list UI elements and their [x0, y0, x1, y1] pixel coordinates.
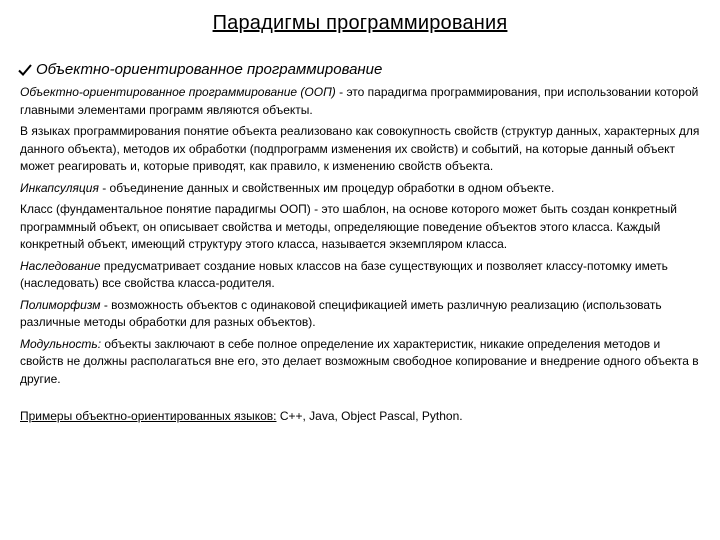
- paragraph-text: - это парадигма программирования, при использовании которой главными элементами программ являются объекты.: [20, 85, 699, 117]
- paragraph-text: объекты заключают в себе полное определение их характеристик, никакие определения методов и свойств не должны располагаться вне его, это делает возможным свободное копирование и внедрение одного объекта в другие.: [20, 336, 699, 386]
- term-polymorphism: Полиморфизм: [20, 297, 101, 312]
- paragraph-class: [20, 201, 702, 254]
- paragraph-language-examples: [20, 408, 702, 426]
- paragraph-inheritance: [20, 258, 702, 293]
- term-inheritance: Наследование: [20, 258, 101, 273]
- paragraph-oop-definition: [20, 84, 702, 119]
- paragraph-text: - объединение данных и свойственных им процедур обработки в одном объекте.: [98, 180, 555, 195]
- spacer: [20, 392, 702, 408]
- paragraph-object-concept: [20, 123, 702, 176]
- paragraph-polymorphism: [20, 297, 702, 332]
- term-modularity: Модульность:: [20, 336, 102, 351]
- paragraph-text: предусматривает создание новых классов на базе существующих и позволяет классу-потомку иметь (наследовать) все свойства класса-родителя.: [20, 258, 668, 290]
- paragraph-text: C++, Java, Object Pascal, Python.: [276, 409, 463, 423]
- paragraph-modularity: [20, 336, 702, 389]
- section-heading-text: Объектно-ориентированное программирование: [36, 61, 383, 78]
- slide-body: [20, 84, 702, 430]
- term-oop: Объектно-ориентированное программирование (ООП): [20, 85, 336, 99]
- paragraph-encapsulation: [20, 180, 702, 198]
- term-encapsulation: Инкапсуляция: [20, 180, 99, 195]
- paragraph-text: В языках программирования понятие объекта реализовано как совокупность свойств (структур данных, характерных для данного объекта), методов их обработки (подпрограмм изменения их свойств) и событий, на которые данный объект может реагировать и, которые приводят, как правило, к изменению свойств объекта.: [20, 124, 700, 173]
- section-heading: [18, 61, 382, 78]
- slide-title: Парадигмы программирования: [212, 12, 508, 34]
- examples-label: Примеры объектно-ориентированных языков:: [20, 409, 277, 423]
- checkmark-icon: [18, 63, 32, 77]
- paragraph-text: Класс (фундаментальное понятие парадигмы ООП) - это шаблон, на основе которого может быть создан конкретный программный объект, он описывает свойства и методы, определяющие поведение объектов этого класса. Каждый конкретный объект, имеющий структуру этого класса, называется экземпляром класса.: [20, 202, 677, 251]
- paragraph-text: - возможность объектов с одинаковой спецификацией иметь различную реализацию (использовать различные методы обработки для разных объектов).: [20, 297, 662, 329]
